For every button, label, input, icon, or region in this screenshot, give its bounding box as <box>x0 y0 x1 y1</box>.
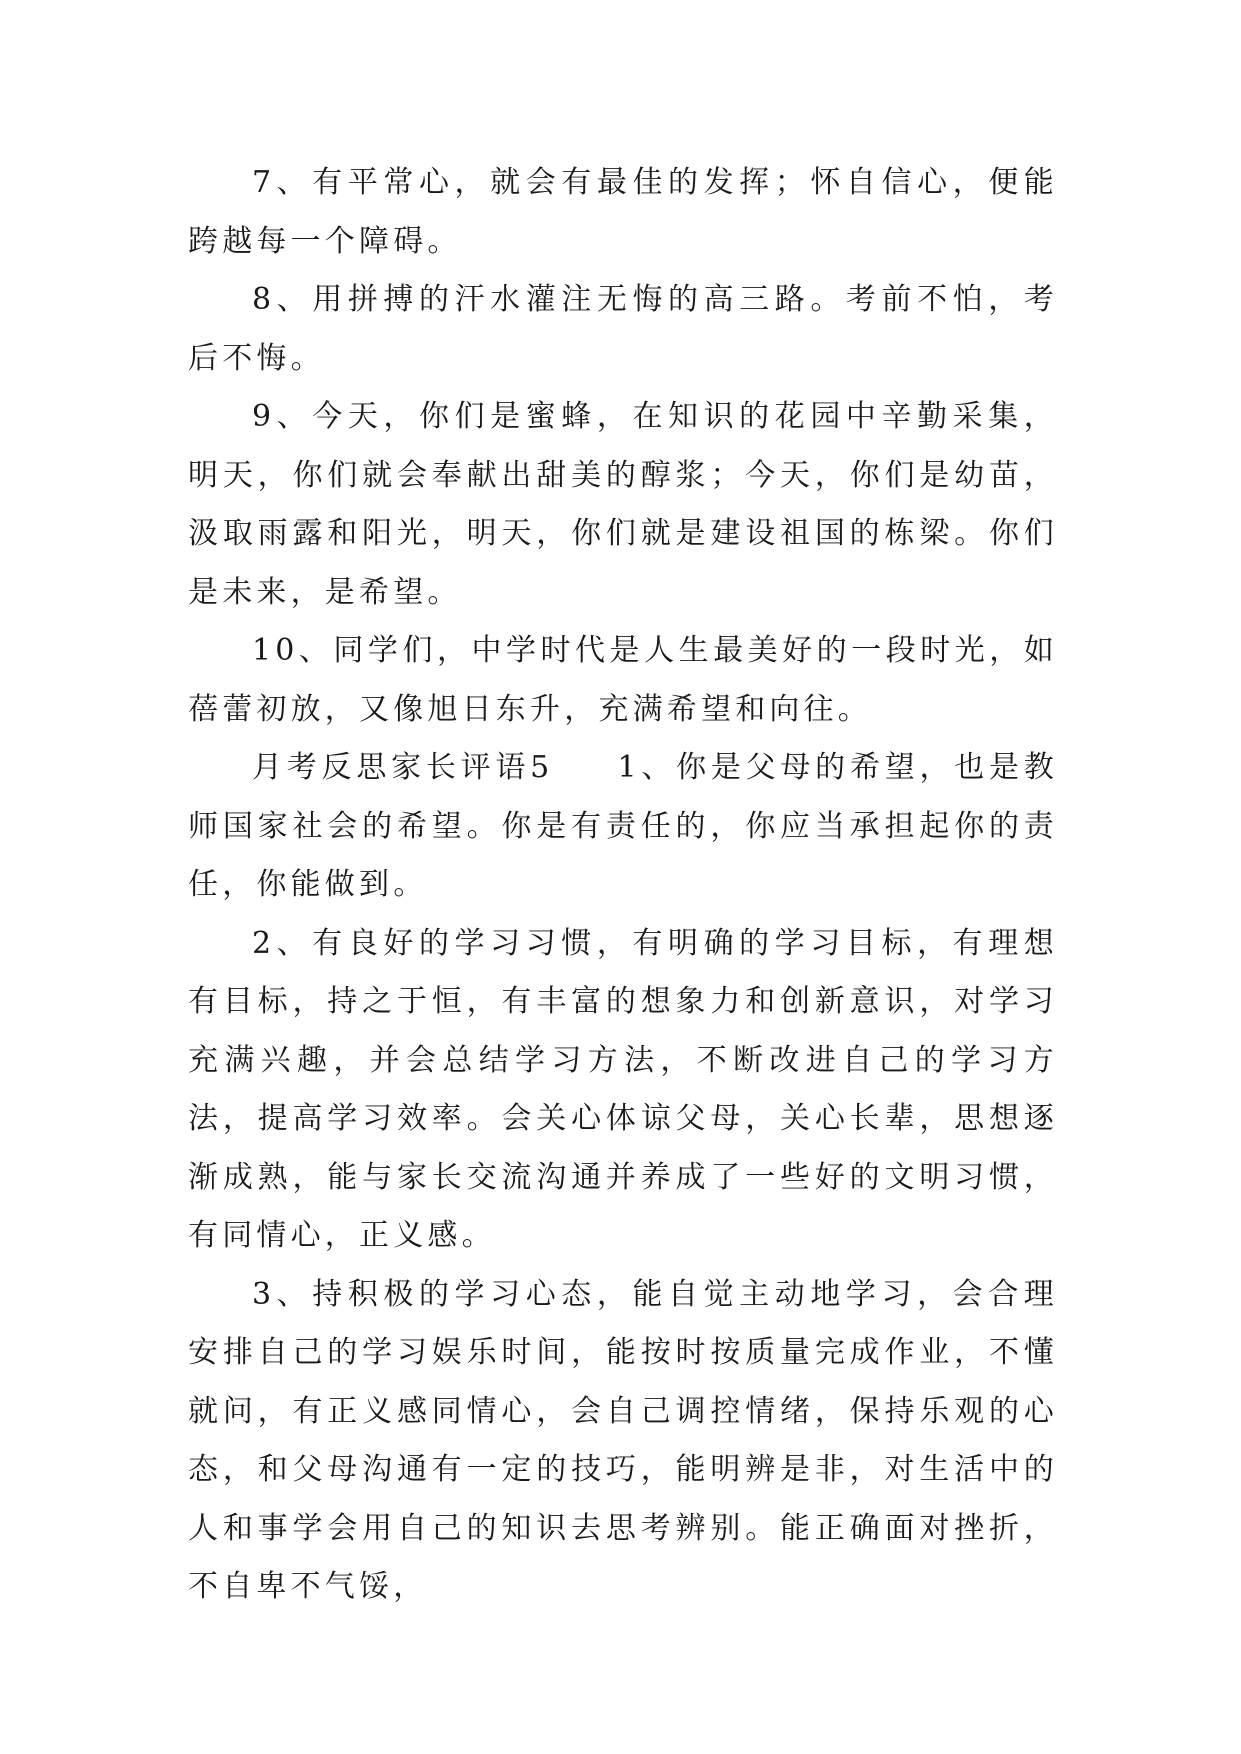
item-2: 2、有良好的学习习惯，有明确的学习目标，有理想有目标，持之于恒，有丰富的想象力和创新意识，对学习充满兴趣，并会总结学习方法，不断改进自己的学习方法，提高学习效率。会关心体谅父母，关心长辈，思想逐渐成熟，能与家长交流沟通并养成了一些好的文明习惯，有同情心，正义感。 <box>188 925 1058 1253</box>
paragraph-7: 7、有平常心，就会有最佳的发挥；怀自信心，便能跨越每一个障碍。 <box>188 165 1058 259</box>
section-heading: 月考反思家长评语5 <box>252 750 554 785</box>
item-3: 3、持积极的学习心态，能自觉主动地学习，会合理安排自己的学习娱乐时间，能按时按质量完成作业，不懂就问，有正义感同情心，会自己调控情绪，保持乐观的心态，和父母沟通有一定的技巧，能明辨是非，对生活中的人和事学会用自己的知识去思考辨别。能正确面对挫折，不自卑不气馁， <box>188 1276 1058 1604</box>
document-body <box>188 154 1058 1617</box>
section-first-item: 1、你是父母的希望，也是教师国家社会的希望。你是有责任的，你应当承担起你的责任，你能做到。 <box>188 750 1059 902</box>
paragraph-9: 9、今天，你们是蜜蜂，在知识的花园中辛勤采集，明天，你们就会奉献出甜美的醇浆；今天，你们是幼苗，汲取雨露和阳光，明天，你们就是建设祖国的栋梁。你们是未来，是希望。 <box>188 399 1058 610</box>
section-paragraph <box>188 739 1058 915</box>
paragraph-10: 10、同学们，中学时代是人生最美好的一段时光，如蓓蕾初放，又像旭日东升，充满希望和向往。 <box>188 633 1058 727</box>
paragraph-8: 8、用拼搏的汗水灌注无悔的高三路。考前不怕，考后不悔。 <box>188 282 1058 376</box>
